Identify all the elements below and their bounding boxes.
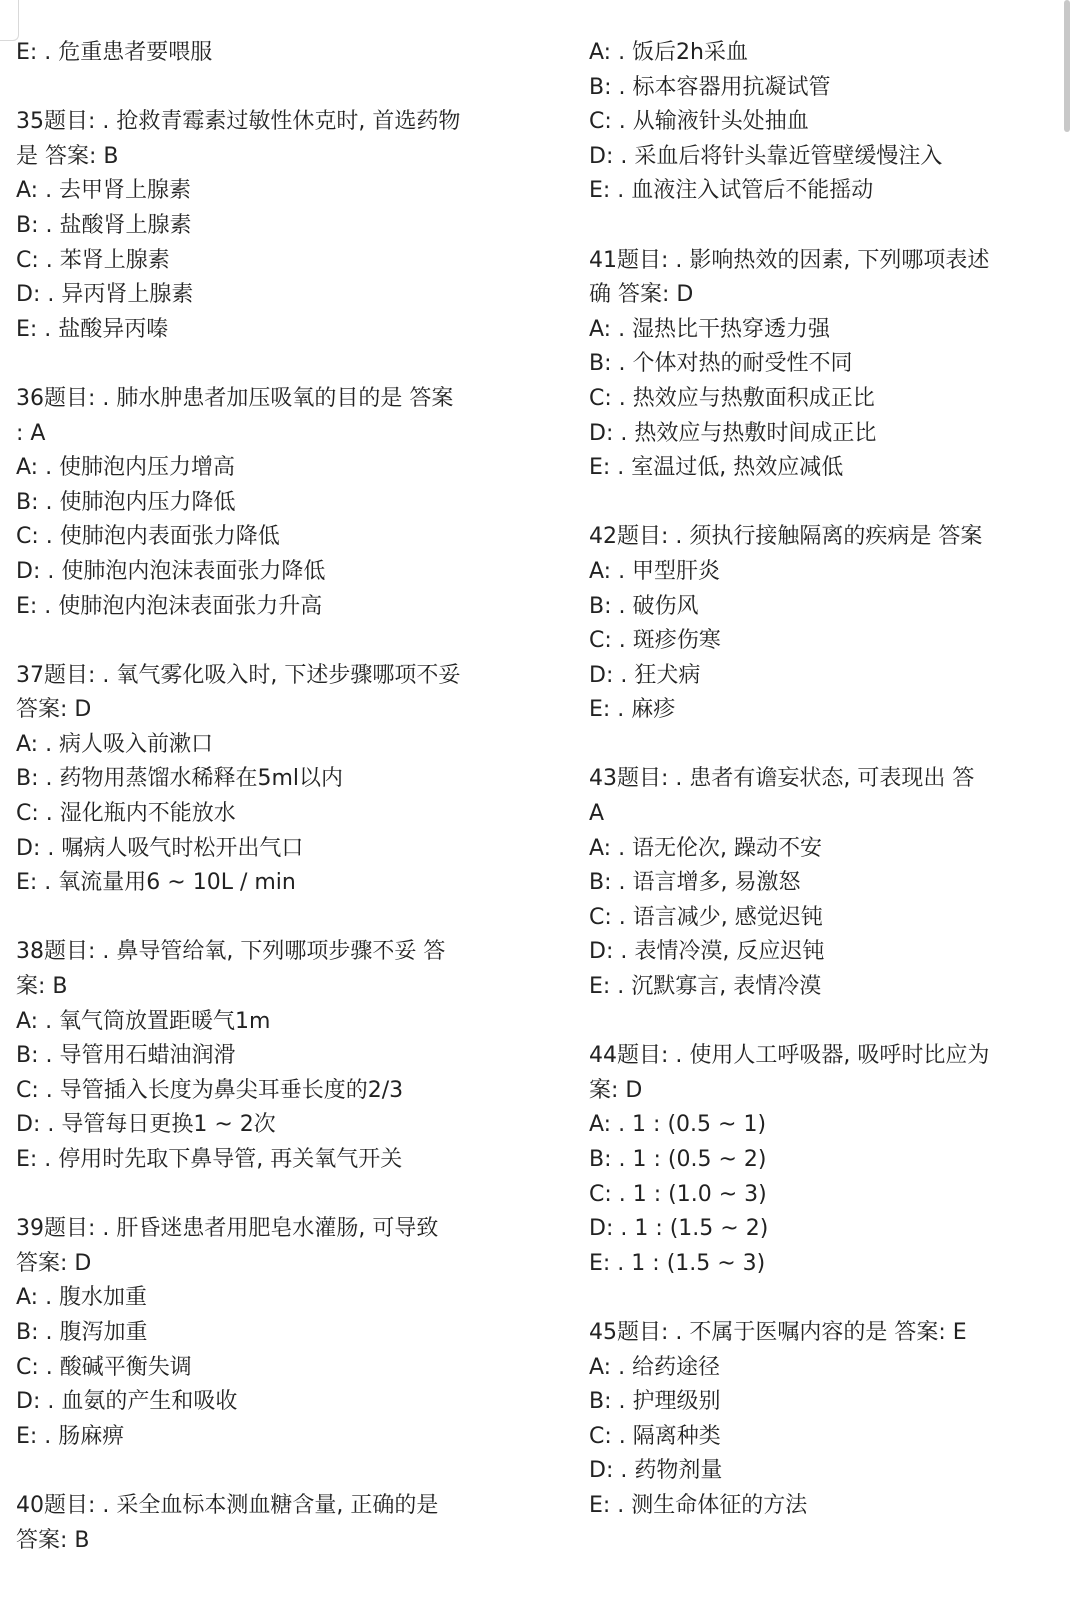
text-line: 案: B [16,974,68,1000]
text-line: D: . 嘱病人吸气时松开出气口 [16,835,304,861]
question-text: 38题目: . 鼻导管给氧, 下列哪项步骤不妥 答 [16,939,446,965]
text-line: E: . 盐酸异丙嗪 [16,316,169,342]
text-line: E: . 氧流量用6 ~ 10L / min [16,870,296,896]
text-line: B: . 语言增多, 易激怒 [589,870,801,896]
question-text: 41题目: . 影响热效的因素, 下列哪项表述 [589,247,990,273]
blank-line [16,624,556,659]
blank-line [589,486,1080,521]
text-line: C: . 从输液针头处抽血 [589,109,809,135]
text-line: C: . 导管插入长度为鼻尖耳垂长度的2/3 [16,1077,404,1103]
text-line: D: . 血氨的产生和吸收 [16,1389,238,1415]
text-line: E: . 危重患者要喂服 [16,40,213,65]
blank-line [589,209,1080,244]
question-text: 44题目: . 使用人工呼吸器, 吸呼时比应为 [589,1043,990,1069]
text-line: B: . 1 : (0.5 ~ 2) [589,1147,767,1172]
text-line: E: . 停用时先取下鼻导管, 再关氧气开关 [16,1147,403,1172]
text-line: A: . 饭后2h采血 [589,40,748,65]
question-text: 45题目: . 不属于医嘱内容的是 答案: E [589,1319,967,1345]
text-line: C: . 隔离种类 [589,1423,721,1449]
text-line: C: . 斑疹伤寒 [589,628,721,654]
text-line: A: . 甲型肝炎 [589,558,721,584]
text-line: D: . 药物剂量 [589,1458,723,1484]
text-line: A: . 氧气筒放置距暖气1m [16,1008,271,1034]
text-line: B: . 个体对热的耐受性不同 [589,351,853,377]
blank-line [589,1005,1080,1040]
blank-line [16,1454,556,1489]
text-line: A: . 使肺泡内压力增高 [16,455,236,481]
text-line: A: . 语无伦次, 躁动不安 [589,835,823,861]
text-line: 确 答案: D [589,282,694,308]
text-line: E: . 使肺泡内泡沫表面张力升高 [16,593,323,619]
text-line: E: . 血液注入试管后不能摇动 [589,178,874,204]
text-line: : A [16,420,46,446]
text-line: D: . 使肺泡内泡沫表面张力降低 [16,558,326,584]
text-line: C: . 使肺泡内表面张力降低 [16,524,280,550]
text-line: C: . 酸碱平衡失调 [16,1354,192,1380]
text-line: 答案: D [16,1250,92,1276]
left-column [16,36,556,1558]
text-line: 是 答案: B [16,143,119,169]
text-line: A [589,801,605,827]
question-text: 35题目: . 抢救青霉素过敏性休克时, 首选药物 [16,109,461,135]
text-line: B: . 破伤风 [589,593,699,619]
text-line: B: . 导管用石蜡油润滑 [16,1043,236,1069]
right-column [589,36,1080,1524]
text-line: C: . 语言减少, 感觉迟钝 [589,904,823,930]
text-line: D: . 异丙肾上腺素 [16,282,194,308]
text-line: D: . 热效应与热敷时间成正比 [589,420,877,446]
text-line: C: . 湿化瓶内不能放水 [16,801,236,827]
text-line: A: . 病人吸入前漱口 [16,731,214,757]
text-line: E: . 室温过低, 热效应减低 [589,455,844,481]
question-text: 36题目: . 肺水肿患者加压吸氧的目的是 答案 [16,385,454,411]
text-line: C: . 热效应与热敷面积成正比 [589,385,875,411]
text-line: E: . 沉默寡言, 表情冷漠 [589,974,822,1000]
text-line: C: . 苯肾上腺素 [16,247,170,273]
blank-line [16,901,556,936]
question-text: 37题目: . 氧气雾化吸入时, 下述步骤哪项不妥 [16,662,461,688]
text-line: E: . 麻疹 [589,697,676,723]
text-line: 案: D [589,1077,643,1103]
text-line: A: . 腹水加重 [16,1285,148,1311]
text-line: D: . 狂犬病 [589,662,701,688]
text-line: A: . 湿热比干热穿透力强 [589,316,831,342]
text-line: A: . 去甲肾上腺素 [16,178,192,204]
text-line: D: . 表情冷漠, 反应迟钝 [589,939,825,965]
text-line: B: . 药物用蒸馏水稀释在5ml以内 [16,766,344,792]
text-line: E: . 1 : (1.5 ~ 3) [589,1250,766,1276]
text-line: C: . 1 : (1.0 ~ 3) [589,1181,767,1207]
question-text: 43题目: . 患者有谵妄状态, 可表现出 答 [589,766,975,792]
blank-line [589,728,1080,763]
text-line: B: . 使肺泡内压力降低 [16,489,236,515]
blank-line [16,71,556,106]
blank-line [16,347,556,382]
blank-line [16,1178,556,1213]
text-line: D: . 1 : (1.5 ~ 2) [589,1216,769,1242]
text-line: B: . 腹泻加重 [16,1319,148,1345]
question-text: 42题目: . 须执行接触隔离的疾病是 答案 [589,524,983,550]
question-text: 40题目: . 采全血标本测血糖含量, 正确的是 [16,1492,439,1518]
text-line: D: . 导管每日更换1 ~ 2次 [16,1112,276,1138]
text-line: A: . 给药途径 [589,1354,721,1380]
text-line: B: . 标本容器用抗凝试管 [589,74,831,100]
text-line: D: . 采血后将针头靠近管壁缓慢注入 [589,143,943,169]
text-line: E: . 测生命体征的方法 [589,1492,808,1518]
text-line: 答案: B [16,1527,90,1553]
text-line: B: . 盐酸肾上腺素 [16,212,192,238]
text-line: E: . 肠麻痹 [16,1423,125,1449]
text-line: A: . 1 : (0.5 ~ 1) [589,1112,767,1138]
text-line: B: . 护理级别 [589,1389,721,1415]
question-text: 39题目: . 肝昏迷患者用肥皂水灌肠, 可导致 [16,1216,439,1242]
page-corner-fold [0,0,19,41]
text-line: 答案: D [16,697,92,723]
blank-line [589,1281,1080,1316]
